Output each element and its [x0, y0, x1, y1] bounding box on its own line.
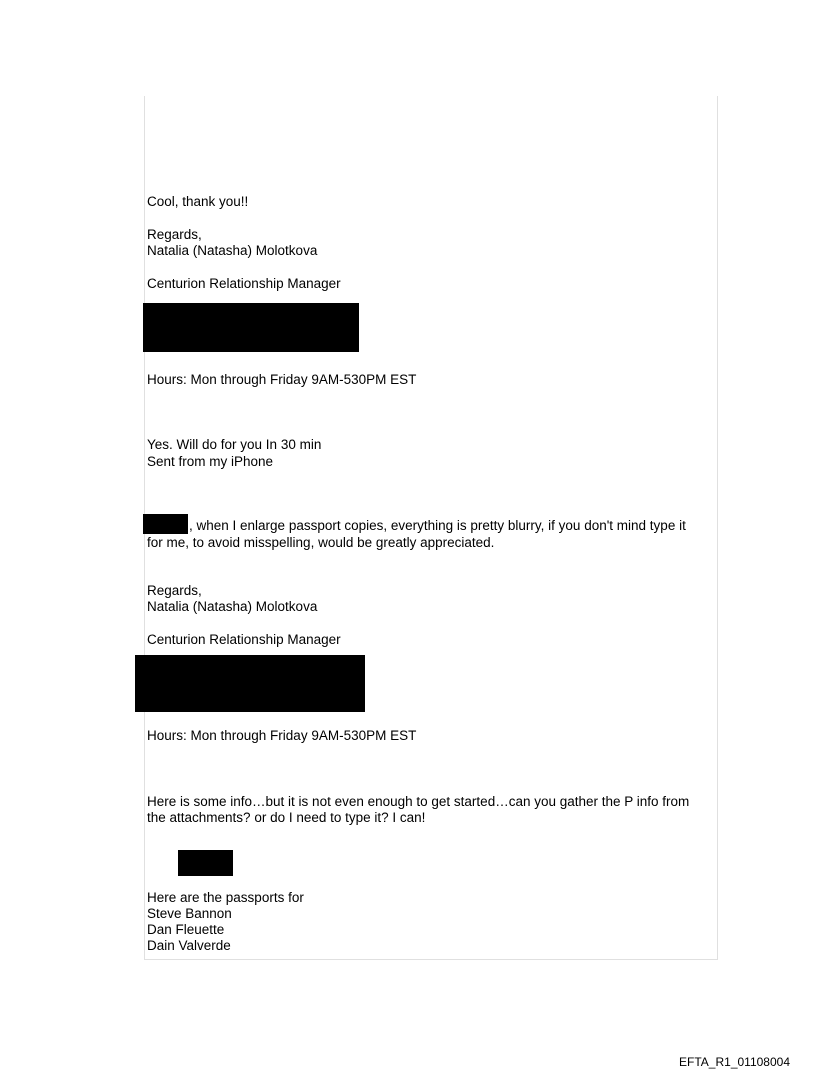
signature-regards: Regards,	[147, 227, 202, 242]
signature-name: Natalia (Natasha) Molotkova	[147, 243, 318, 258]
sent-from-line: Sent from my iPhone	[147, 454, 274, 469]
signature-name: Natalia (Natasha) Molotkova	[147, 599, 318, 614]
signature-title: Centurion Relationship Manager	[147, 276, 341, 291]
message-text: Here are the passports for	[147, 890, 304, 905]
redaction-block	[178, 850, 233, 876]
signature-hours: Hours: Mon through Friday 9AM-530PM EST	[147, 728, 417, 743]
redaction-block	[143, 303, 359, 352]
message-text: Here is some info…but it is not even enough to get started…can you gather the P info from	[147, 794, 690, 809]
redaction-block	[143, 514, 188, 534]
reply-text: Yes. Will do for you In 30 min	[147, 437, 322, 452]
redaction-block	[135, 655, 365, 712]
message-text: for me, to avoid misspelling, would be greatly appreciated.	[147, 535, 495, 550]
document-id: EFTA_R1_01108004	[679, 1055, 790, 1069]
passport-name: Dain Valverde	[147, 938, 231, 953]
passport-name: Steve Bannon	[147, 906, 232, 921]
signature-regards: Regards,	[147, 583, 202, 598]
signature-hours: Hours: Mon through Friday 9AM-530PM EST	[147, 372, 417, 387]
passport-name: Dan Fleuette	[147, 922, 225, 937]
message-text: the attachments? or do I need to type it? I can!	[147, 810, 426, 825]
message-text: , when I enlarge passport copies, everything is pretty blurry, if you don't mind type it	[189, 518, 686, 533]
signature-title: Centurion Relationship Manager	[147, 632, 341, 647]
reply-text: Cool, thank you!!	[147, 194, 249, 209]
